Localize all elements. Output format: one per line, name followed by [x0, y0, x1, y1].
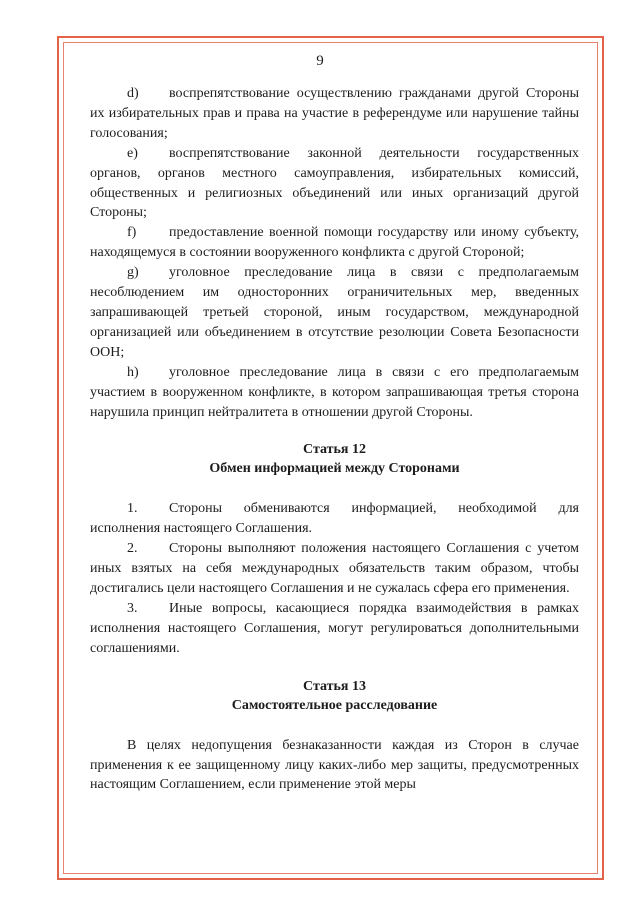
- list-item-e: [90, 144, 579, 224]
- list-marker: 3.: [127, 600, 138, 616]
- list-text: Стороны выполняют положения настоящего Соглашения с учетом иных взятых на себя международных обязательств таким образом, чтобы достигались цели настоящего Соглашения и не сужалась сфера его применения.: [90, 541, 579, 597]
- spacer: [90, 659, 579, 677]
- list-text: воспрепятствование законной деятельности государственных органов, органов местного самоуправления, избирательных комиссий, общественных и религиозных объединений или иных организаций другой Стороны;: [90, 145, 579, 221]
- article-12-number: Статья 12: [303, 442, 366, 458]
- list-item-g: [90, 263, 579, 363]
- list-marker: e): [127, 145, 138, 161]
- list-marker: d): [127, 86, 139, 101]
- article-12-item-3: [90, 599, 579, 659]
- spacer: [90, 478, 579, 499]
- list-text: уголовное преследование лица в связи с предполагаемым несоблюдением им односторонних ограничительных мер, введенных запрашивающей третьей стороной, иным государством, международной организацией или объединением в отсутствие резолюции Совета Безопасности ООН;: [90, 265, 579, 360]
- spacer: [90, 422, 579, 440]
- list-text: уголовное преследование лица в связи с его предполагаемым участием в вооруженном конфликте, в котором запрашивающая третья сторона нарушила принцип нейтралитета в отношении другой Стороны.: [90, 364, 579, 420]
- article-13-number: Статья 13: [303, 678, 366, 694]
- article-13-paragraph: В целях недопущения безнаказанности каждая из Сторон в случае применения к ее защищенному лицу каких-либо мер защиты, предусмотренных настоящим Соглашением, если применение этой меры: [90, 737, 579, 793]
- article-12-title: Обмен информацией между Сторонами: [209, 461, 460, 477]
- document-body: [90, 84, 579, 795]
- list-text: воспрепятствование осуществлению гражданами другой Стороны их избирательных прав и права на участие в референдуме или нарушение тайны голосования;: [90, 86, 579, 141]
- article-12-item-2: [90, 539, 579, 599]
- list-item-f: [90, 223, 579, 263]
- list-text: предоставление военной помощи государству или иному субъекту, находящемуся в состоянии вооруженного конфликта с другой Стороной;: [90, 225, 579, 261]
- list-text: Иные вопросы, касающиеся порядка взаимодействия в рамках исполнения настоящего Соглашения, могут регулироваться дополнительными соглашениями.: [90, 600, 579, 656]
- page-number: 9: [316, 53, 324, 69]
- list-marker: h): [127, 364, 139, 380]
- list-item-h: [90, 363, 579, 423]
- list-marker: f): [127, 225, 137, 241]
- list-marker: 2.: [127, 541, 138, 557]
- list-text: Стороны обмениваются информацией, необходимой для исполнения настоящего Соглашения.: [90, 501, 579, 537]
- article-13-title: Самостоятельное расследование: [231, 697, 438, 713]
- list-marker: g): [127, 265, 139, 281]
- spacer: [90, 715, 579, 736]
- list-item-d: [90, 84, 579, 144]
- list-marker: 1.: [127, 501, 138, 517]
- article-12-item-1: [90, 499, 579, 539]
